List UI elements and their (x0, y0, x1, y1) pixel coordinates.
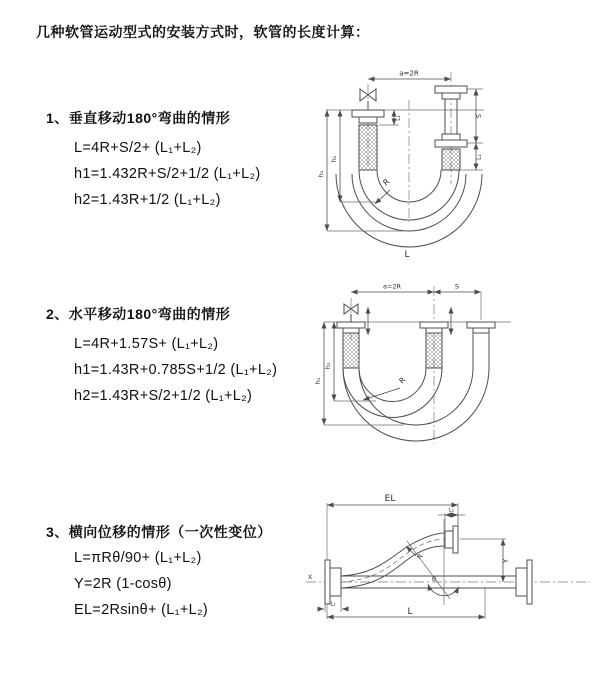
dimension-l-label: L (407, 607, 413, 617)
dimension-span-label: a=2R (382, 282, 402, 291)
left-flange (325, 560, 341, 604)
middle-hose-end (420, 322, 448, 368)
section-2-formula-h1: h1=1.43R+0.785S+1/2 (L₁+L₂) (74, 362, 278, 378)
dimension-h1-label: h₁ (314, 377, 322, 385)
left-hose-end (352, 110, 384, 170)
section-1-formula-h2: h2=1.43R+1/2 (L₁+L₂) (74, 192, 221, 208)
dimension-el-label: EL (384, 494, 396, 504)
radius-annotation (363, 375, 407, 400)
left-hose-end (337, 322, 365, 368)
hose-u-bend (343, 368, 489, 441)
dimension-h2-label: h₂ (324, 362, 332, 370)
radius-label: R (397, 375, 408, 386)
section-2-formula-L: L=4R+1.57S+ (L₁+L₂) (74, 336, 219, 352)
section-1-heading: 1、垂直移动180°弯曲的情形 (46, 110, 231, 126)
dimension-l1-right-label: L₁ (476, 154, 483, 160)
radius-label: R (381, 177, 392, 188)
dimension-l1-left (318, 596, 348, 612)
dimension-l1-left-label: L₁ (330, 601, 336, 608)
section-3-formula-L: L=πRθ/90+ (L₁+L₂) (74, 550, 202, 566)
radius-label: R (415, 552, 425, 562)
displaced-hose-end (467, 322, 495, 368)
elevated-flange (445, 526, 458, 553)
section-3-formula-Y: Y=2R (1-cosθ) (74, 576, 172, 592)
dimension-y-label: Y (502, 558, 510, 564)
dimension-s-label: S (475, 113, 483, 119)
dimension-el (327, 494, 458, 560)
dimension-span-s (351, 283, 481, 321)
section-3-formula-EL: EL=2Rsinθ+ (L₁+L₂) (74, 602, 209, 618)
section-1-formula-h1: h1=1.432R+S/2+1/2 (L₁+L₂) (74, 166, 261, 182)
dimension-l1-left-label: L₁ (395, 115, 402, 121)
section-2-heading: 2、水平移动180°弯曲的情形 (46, 306, 231, 322)
section-2-formula-h2: h2=1.43R+S/2+1/2 (L₁+L₂) (74, 388, 253, 404)
dimension-span (368, 70, 451, 80)
length-label: L (404, 250, 410, 260)
page-title: 几种软管运动型式的安装方式时，软管的长度计算： (36, 24, 370, 40)
diagram-horizontal-180-bend (306, 278, 596, 450)
centerline-end-mark: X (308, 574, 313, 581)
section-3-heading: 3、横向位移的情形（一次性变位） (46, 524, 272, 540)
dimension-h2-label: h₂ (330, 155, 338, 163)
angle-label: θ (432, 575, 436, 583)
dimension-l1-top (438, 508, 465, 532)
diagram-vertical-180-bend (306, 64, 596, 262)
dimension-l (327, 588, 485, 619)
right-flange (516, 560, 532, 604)
dimension-s-label: S (454, 282, 460, 291)
dimension-span-label: a=2R (399, 69, 419, 78)
dimension-s-l1 (460, 89, 483, 170)
dimension-l1-top-label: L₁ (448, 507, 455, 514)
s-curve-hose (341, 533, 445, 588)
section-1-formula-L: L=4R+S/2+ (L₁+L₂) (74, 140, 202, 156)
dimension-h1-label: h₁ (317, 170, 325, 178)
radius-annotation (375, 177, 392, 204)
diagram-lateral-displacement (298, 487, 598, 652)
